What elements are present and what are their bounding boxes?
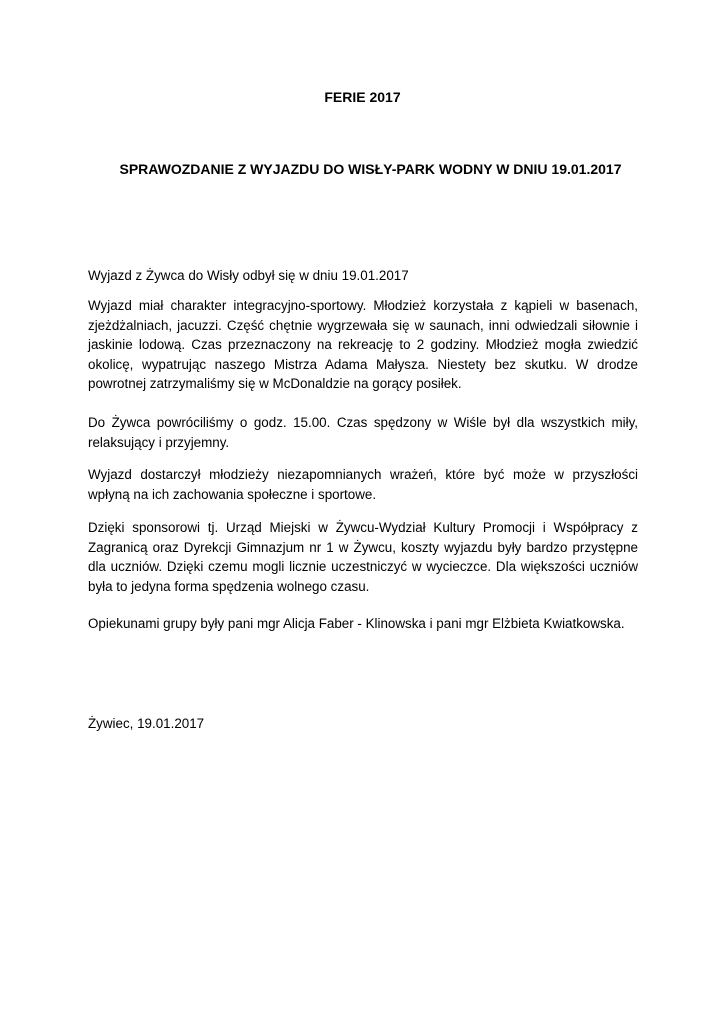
paragraph-supervisors: Opiekunami grupy były pani mgr Alicja Faber - Klinowska i pani mgr Elżbieta Kwiatkowska. [88,616,625,631]
paragraph-impressions: Wyjazd dostarczył młodzieży niezapomnianych wrażeń, które być może w przyszłości wpłyną na ich zachowania społeczne i sportowe. [88,467,638,502]
document-subtitle: SPRAWOZDANIE Z WYJAZDU DO WISŁY-PARK WODNY W DNIU 19.01.2017 [119,161,622,177]
place-date-signature: Żywiec, 19.01.2017 [88,716,205,731]
document-title: FERIE 2017 [324,89,401,105]
intro-paragraph: Wyjazd z Żywca do Wisły odbył się w dniu 19.01.2017 [88,268,409,283]
paragraph-activities: Wyjazd miał charakter integracyjno-sportowy. Młodzież korzystała z kąpieli w basenach, zjeżdżalniach, jacuzzi. Część chętnie wygrzewała się w saunach, inni odwiedzali siłownie i jaskinie lodową. Czas przeznaczony na rekreację to 2 godziny. Młodzież mogła zwiedzić okolicę, wypatrując naszego Mistrza Adama Małysza. Niestety bez skutku. W drodze powrotnej zatrzymaliśmy się w McDonaldzie na gorący posiłek. [88,298,638,392]
paragraph-return: Do Żywca powróciliśmy o godz. 15.00. Czas spędzony w Wiśle był dla wszystkich miły, relaksujący i przyjemny. [88,415,638,450]
paragraph-sponsors: Dzięki sponsorowi tj. Urząd Miejski w Żywcu-Wydział Kultury Promocji i Współpracy z Zagranicą oraz Dyrekcji Gimnazjum nr 1 w Żywcu, koszty wyjazdu były bardzo przystępne dla uczniów. Dzięki czemu mogli licznie uczestniczyć w wycieczce. Dla większości uczniów była to jedyna forma spędzenia wolnego czasu. [88,520,638,594]
